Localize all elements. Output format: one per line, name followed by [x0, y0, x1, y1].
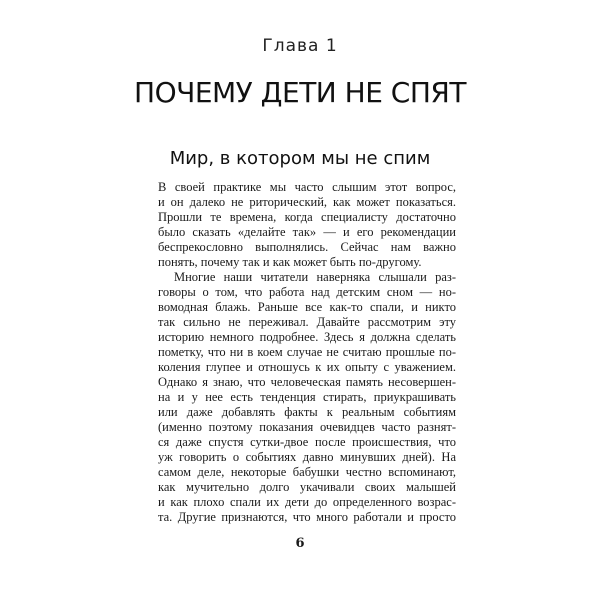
text-line: беспрекословно выполнялись. Сейчас нам важно — [158, 240, 456, 254]
text-line: та. Другие признаются, что много работали и просто — [158, 510, 456, 524]
text-line: и как плохо спали их дети до определенного возрас- — [158, 495, 456, 509]
section-title: Мир, в котором мы не спим — [169, 148, 431, 169]
text-line: коления глупее и отношусь к их опыту с уважением. — [158, 360, 456, 374]
text-line: или даже добавлять факты к реальным событиям — [158, 405, 456, 419]
text-line: Многие наши читатели наверняка слышали раз- — [174, 270, 456, 284]
text-line: вомодная блажь. Раньше все как-то спали, и никто — [158, 300, 456, 314]
text-line: ся даже спустя сутки-двое после происшествия, что — [158, 435, 456, 449]
text-line: Прошли те времена, когда специалисту достаточно — [158, 210, 456, 224]
body-text — [158, 180, 456, 525]
text-line: В своей практике мы часто слышим этот вопрос, — [158, 180, 456, 194]
chapter-label: Глава 1 — [262, 36, 338, 56]
text-line: и он далеко не риторический, как может показаться. — [158, 195, 456, 209]
text-line: пометку, что ни в коем случае не считаю прошлые по- — [158, 345, 456, 359]
text-line: на и у нее есть тенденция стирать, приукрашивать — [158, 390, 456, 404]
text-line: так сильно не переживал. Давайте рассмотрим эту — [158, 315, 456, 329]
text-line: было сказать «делайте так» — и его рекомендации — [158, 225, 456, 239]
text-line: Однако я знаю, что человеческая память несовершен- — [158, 375, 456, 389]
text-line: самом деле, некоторые бабушки честно вспоминают, — [158, 465, 456, 479]
page-number: 6 — [295, 536, 305, 551]
text-line: как мучительно долго укачивали своих малышей — [158, 480, 456, 494]
text-line: уж говорить о событиях давно минувших дней). На — [158, 450, 456, 464]
text-line: историю немного подробнее. Здесь я должна сделать — [158, 330, 456, 344]
text-line: понять, почему так и как может быть по-другому. — [158, 255, 422, 269]
text-line: (именно поэтому показания очевидцев часто разнят- — [158, 420, 456, 434]
chapter-title: ПОЧЕМУ ДЕТИ НЕ СПЯТ — [134, 76, 466, 109]
text-line: говоры о том, что работа над детским сном — но- — [158, 285, 456, 299]
